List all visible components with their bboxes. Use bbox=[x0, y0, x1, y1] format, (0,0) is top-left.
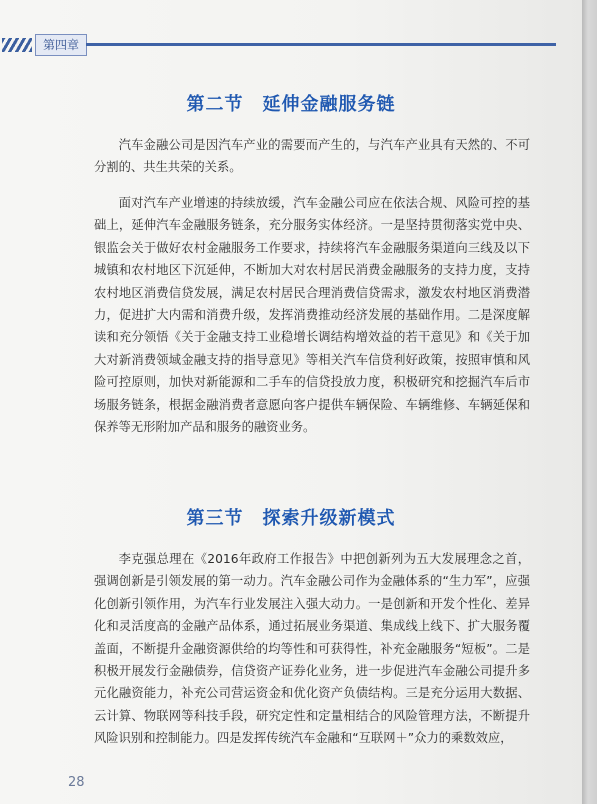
chapter-stripe-decoration bbox=[2, 38, 32, 52]
paragraph-2-1: 汽车金融公司是因汽车产业的需要而产生的，与汽车产业具有天然的、不可分割的、共生共荣的关系。 bbox=[94, 138, 530, 175]
chapter-label: 第四章 bbox=[35, 34, 87, 56]
section-heading-2: 第二节 延伸金融服务链 bbox=[186, 94, 396, 115]
paragraph-2-2: 面对汽车产业增速的持续放缓，汽车金融公司应在依法合规、风险可控的基础上，延伸汽车金融服务链条，充分服务实体经济。一是坚持贯彻落实党中央、银监会关于做好农村金融服务工作要求，持续将汽车金融服务渠道向三线及以下城镇和农村地区下沉延伸，不断加大对农村居民消费金融服务的支持力度，支持农村地区消费信贷发展，满足农村居民合理消费信贷需求，激发农村地区消费潜力，促进扩大内需和消费升级，发挥消费推动经济发展的基础作用。二是深度解读和充分领悟《关于金融支持工业稳增长调结构增效益的若干意见》和《关于加大对新消费领域金融支持的指导意见》等相关汽车信贷利好政策，按照审慎和风险可控原则，加快对新能源和二手车的信贷投放力度，积极研究和挖掘汽车后市场服务链条，根据金融消费者意愿向客户提供车辆保险、车辆维修、车辆延保和保养等无形附加产品和服务的融资业务。 bbox=[94, 196, 530, 435]
page-edge-shadow bbox=[582, 0, 597, 804]
paragraph-3-1: 李克强总理在《2016年政府工作报告》中把创新列为五大发展理念之首，强调创新是引领发展的第一动力。汽车金融公司作为金融体系的“生力军”，应强化创新引领作用，为汽车行业发展注入强大动力。一是创新和开发个性化、差异化和灵活度高的金融产品体系，通过拓展业务渠道、集成线上线下、扩大服务覆盖面，不断提升金融资源供给的均等性和可获得性，补充金融服务“短板”。二是积极开展发行金融债券，信贷资产证券化业务，进一步促进汽车金融公司提升多元化融资能力，补充公司营运资金和优化资产负债结构。三是充分运用大数据、云计算、物联网等科技手段，研究定性和定量相结合的风险管理方法，不断提升风险识别和控制能力。四是发挥传统汽车金融和“互联网＋”众力的乘数效应， bbox=[94, 552, 530, 746]
chapter-header bbox=[0, 34, 560, 56]
chapter-rule bbox=[86, 43, 556, 46]
section-heading-3: 第三节 探索升级新模式 bbox=[186, 508, 396, 529]
page-number: 28 bbox=[68, 775, 85, 790]
